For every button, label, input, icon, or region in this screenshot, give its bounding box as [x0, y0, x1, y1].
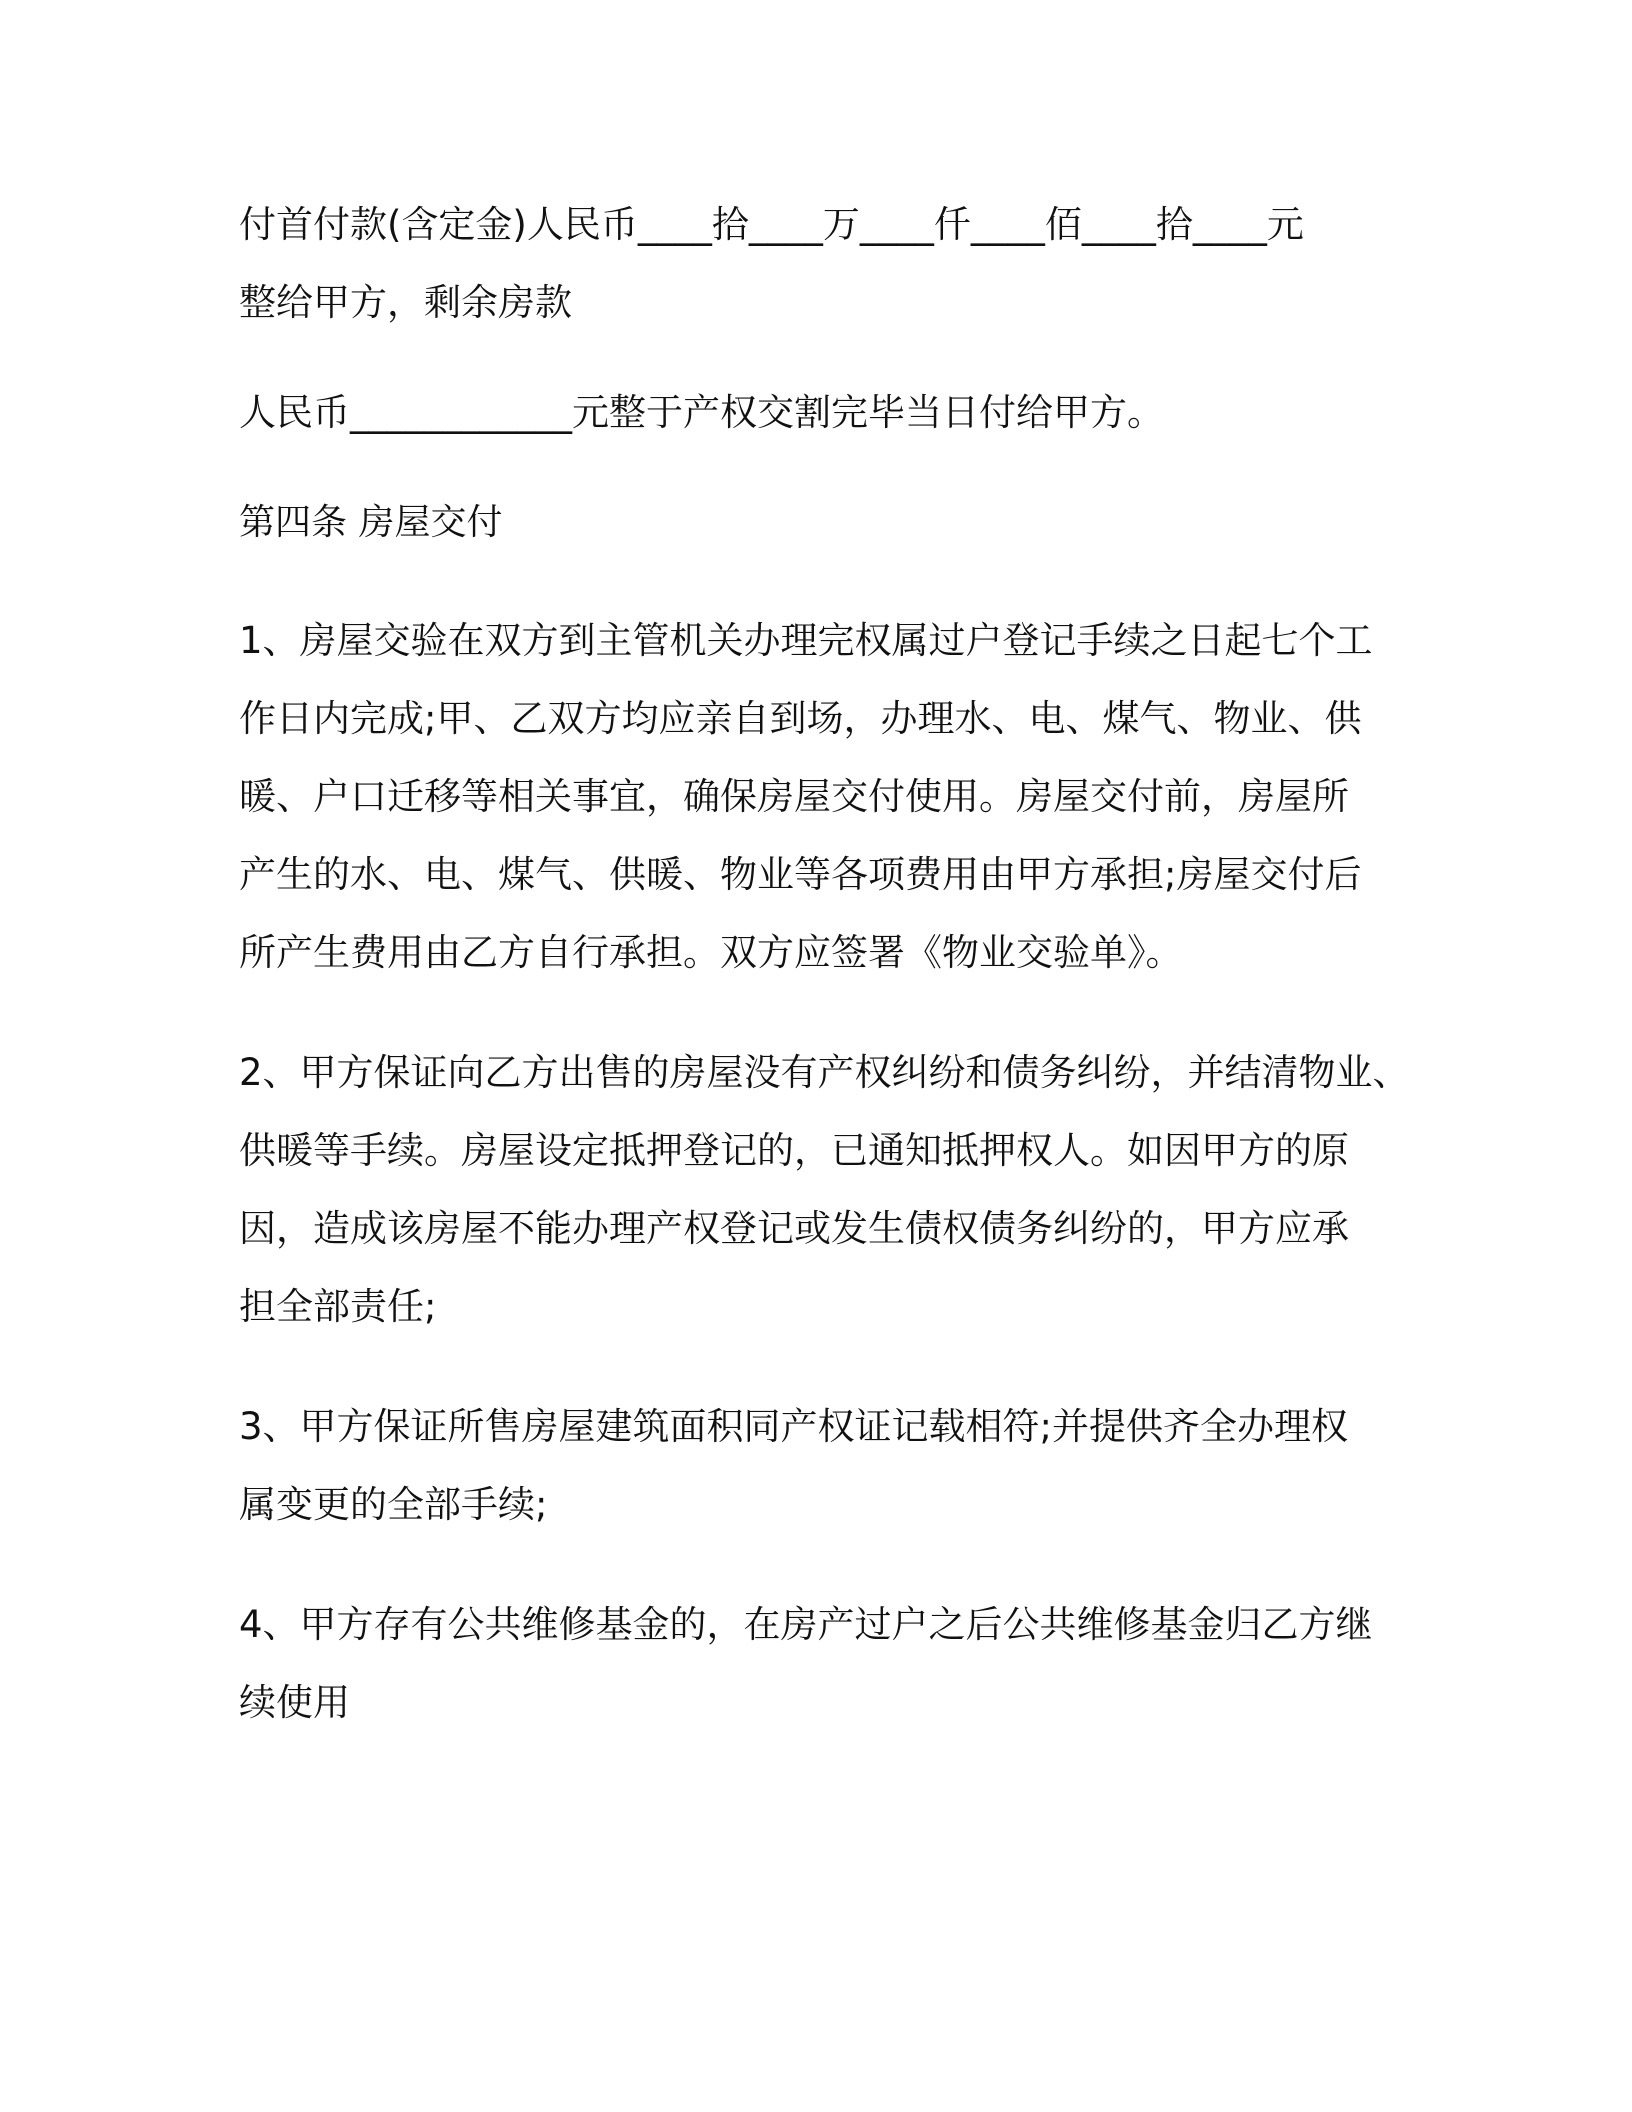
clause-2-line: 2、甲方保证向乙方出售的房屋没有产权纠纷和债务纠纷，并结清物业、: [239, 1051, 1410, 1094]
payment-paragraph: [239, 186, 1399, 342]
clause-4-line: 4、甲方存有公共维修基金的，在房产过户之后公共维修基金归乙方继: [239, 1603, 1373, 1646]
section-title: 第四条 房屋交付: [239, 502, 503, 543]
clause-2-line: 担全部责任;: [239, 1285, 437, 1328]
clause-1-line: 所产生费用由乙方自行承担。双方应签署《物业交验单》。: [239, 931, 1183, 974]
remaining-payment-line: 人民币____________元整于产权交割完毕当日付给甲方。: [239, 391, 1164, 434]
clause-3-line: 3、甲方保证所售房屋建筑面积同产权证记载相符;并提供齐全办理权: [239, 1405, 1349, 1448]
payment-line-2: 整给甲方，剩余房款: [239, 281, 572, 324]
remaining-payment-paragraph: [239, 374, 1399, 452]
clause-2-line: 因，造成该房屋不能办理产权登记或发生债权债务纠纷的，甲方应承: [239, 1207, 1349, 1250]
clause-2: [239, 1034, 1410, 1346]
clause-3-line: 属变更的全部手续;: [239, 1483, 548, 1526]
clause-4: [239, 1586, 1399, 1742]
clause-1-line: 作日内完成;甲、乙双方均应亲自到场，办理水、电、煤气、物业、供: [239, 697, 1362, 740]
clause-2-line: 供暖等手续。房屋设定抵押登记的，已通知抵押权人。如因甲方的原: [239, 1129, 1349, 1172]
clause-1-line: 产生的水、电、煤气、供暖、物业等各项费用由甲方承担;房屋交付后: [239, 853, 1362, 896]
payment-line-1: 付首付款(含定金)人民币____拾____万____仟____佰____拾____元: [239, 203, 1304, 246]
clause-1-line: 暖、户口迁移等相关事宜，确保房屋交付使用。房屋交付前，房屋所: [239, 775, 1349, 818]
document-body: [239, 186, 1410, 1784]
clause-3: [239, 1388, 1399, 1544]
clause-1-line: 1、房屋交验在双方到主管机关办理完权属过户登记手续之日起七个工: [239, 619, 1373, 662]
clause-4-line: 续使用: [239, 1681, 350, 1724]
clause-1: [239, 602, 1399, 992]
